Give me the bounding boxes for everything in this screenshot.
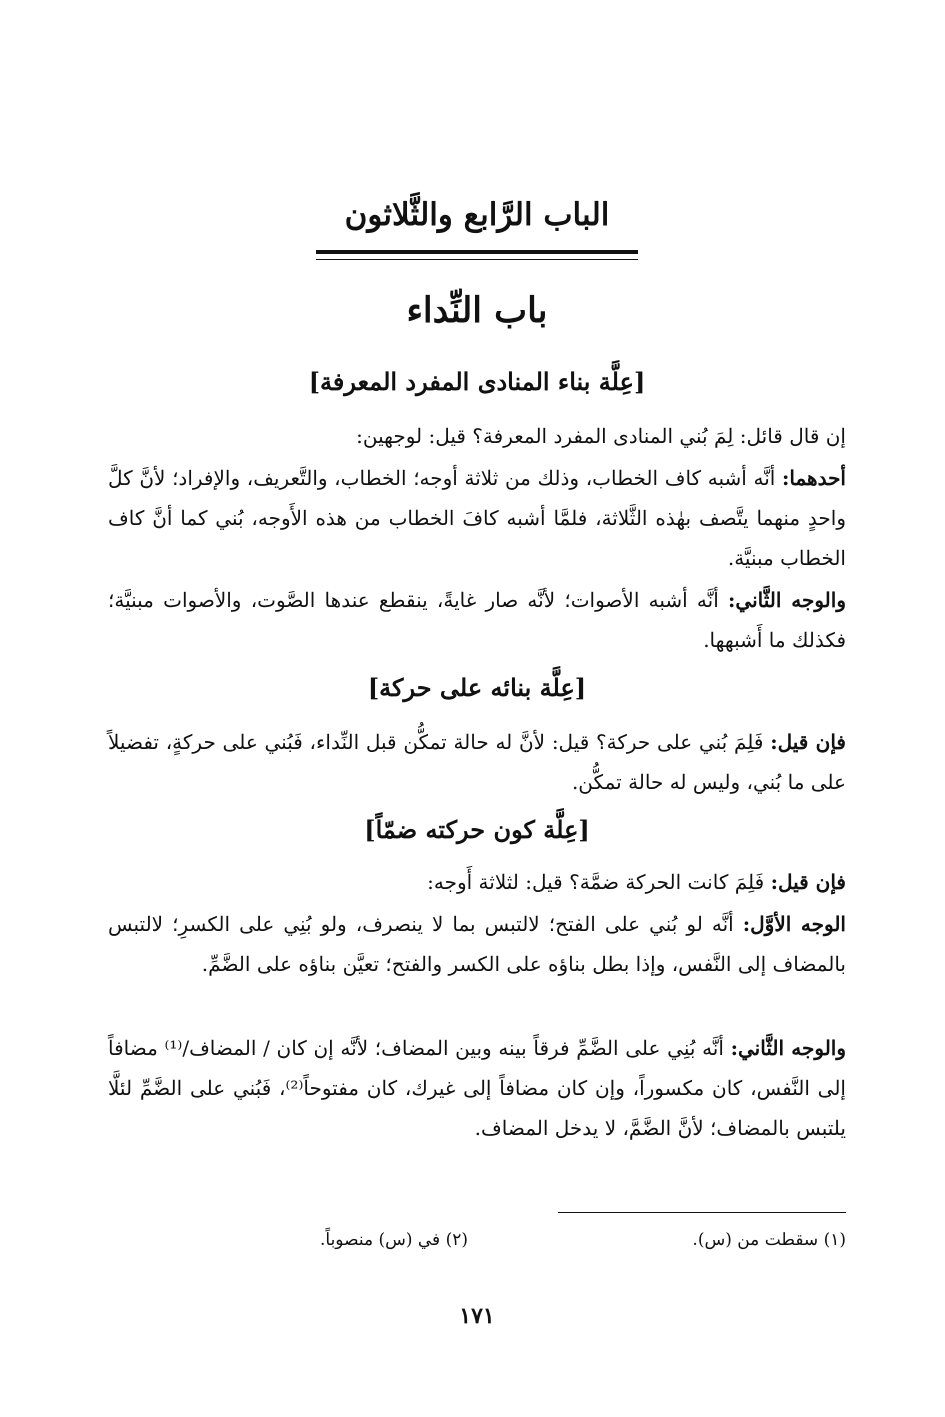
section-heading-2: [عِلَّة بنائه على حركة] bbox=[367, 673, 587, 702]
paragraph-lead: فإن قيل: bbox=[770, 870, 846, 894]
footnote-2: (٢) في (س) منصوباً. bbox=[319, 1230, 468, 1250]
paragraph-lead: والوجه الثَّاني: bbox=[730, 1036, 847, 1060]
paragraph-lead: والوجه الثَّاني: bbox=[728, 588, 846, 612]
paragraph bbox=[108, 904, 846, 984]
paragraph-text: أنَّه بُنِي على الضَّمِّ فرقاً بينه وبين المضاف؛ لأنَّه إن كان / المضاف/⁽¹⁾ مضافاً إلى النَّفس، كان مكسوراً، وإن كان مضافاً إلى غيرك، كان مفتوحاً⁽²⁾، فَبُني على الضَّمِّ لئلَّا يلتبس بالمضاف؛ لأنَّ الضَّمَّ، لا يدخل المضاف. bbox=[108, 1036, 846, 1140]
paragraph-text: فَلِمَ كانت الحركة ضمَّة؟ قيل: لثلاثة أَوجه: bbox=[427, 870, 771, 894]
paragraph-text: أنَّه أشبه كاف الخطاب، وذلك من ثلاثة أوجه؛ الخطاب، والتَّعريف، والإفراد؛ لأنَّ كلَّ واحدٍ منهما يتَّصف بهٰذه الثَّلاثة، فلمَّا أشبه كافَ الخطاب من هذه الأَوجه، بُني كما أنَّ كاف الخطاب مبنيَّة. bbox=[108, 466, 846, 570]
paragraph bbox=[108, 862, 846, 902]
section-heading-1: [عِلَّة بناء المنادى المفرد المعرفة] bbox=[308, 367, 646, 396]
paragraph bbox=[108, 458, 846, 578]
paragraph bbox=[108, 1028, 846, 1148]
page-number: ١٧١ bbox=[459, 1303, 495, 1329]
chapter-title: الباب الرَّابع والثَّلاثون bbox=[344, 197, 610, 233]
title-double-rule bbox=[316, 250, 638, 260]
paragraph bbox=[108, 580, 846, 660]
footnote-separator bbox=[558, 1212, 846, 1213]
paragraph-lead: أحدهما: bbox=[781, 466, 846, 490]
book-page bbox=[108, 0, 846, 1417]
paragraph-lead: الوجه الأوَّل: bbox=[742, 912, 846, 936]
paragraph-text: فَلِمَ بُني على حركة؟ قيل: لأنَّ له حالة تمكُّن قبل النِّداء، فَبُني على حركةٍ، تفضيلاً على ما بُني، وليس له حالة تمكُّن. bbox=[108, 730, 846, 794]
paragraph bbox=[108, 722, 846, 802]
book-title: باب النِّداء bbox=[406, 290, 548, 331]
paragraph-text: أنَّه أشبه الأصوات؛ لأنَّه صار غايةً، ينقطع عندها الصَّوت، والأصوات مبنيَّة؛ فكذلك ما أَشبهها. bbox=[108, 588, 846, 652]
paragraph-lead: فإن قيل: bbox=[770, 730, 846, 754]
paragraph-text: إن قال قائل: لِمَ بُني المنادى المفرد المعرفة؟ قيل: لوجهين: bbox=[356, 424, 846, 448]
paragraph bbox=[108, 416, 846, 456]
footnote-1: (١) سقطت من (س). bbox=[692, 1230, 846, 1250]
section-heading-3: [عِلَّة كون حركته ضمّاً] bbox=[364, 815, 590, 844]
paragraph-text: أنَّه لو بُني على الفتح؛ لالتبس بما لا ينصرف، ولو بُنِي على الكسرِ؛ لالتبس بالمضاف إلى النَّفس، وإذا بطل بناؤه على الكسر والفتح؛ تعيَّن بناؤه على الضَّمِّ. bbox=[108, 912, 846, 976]
